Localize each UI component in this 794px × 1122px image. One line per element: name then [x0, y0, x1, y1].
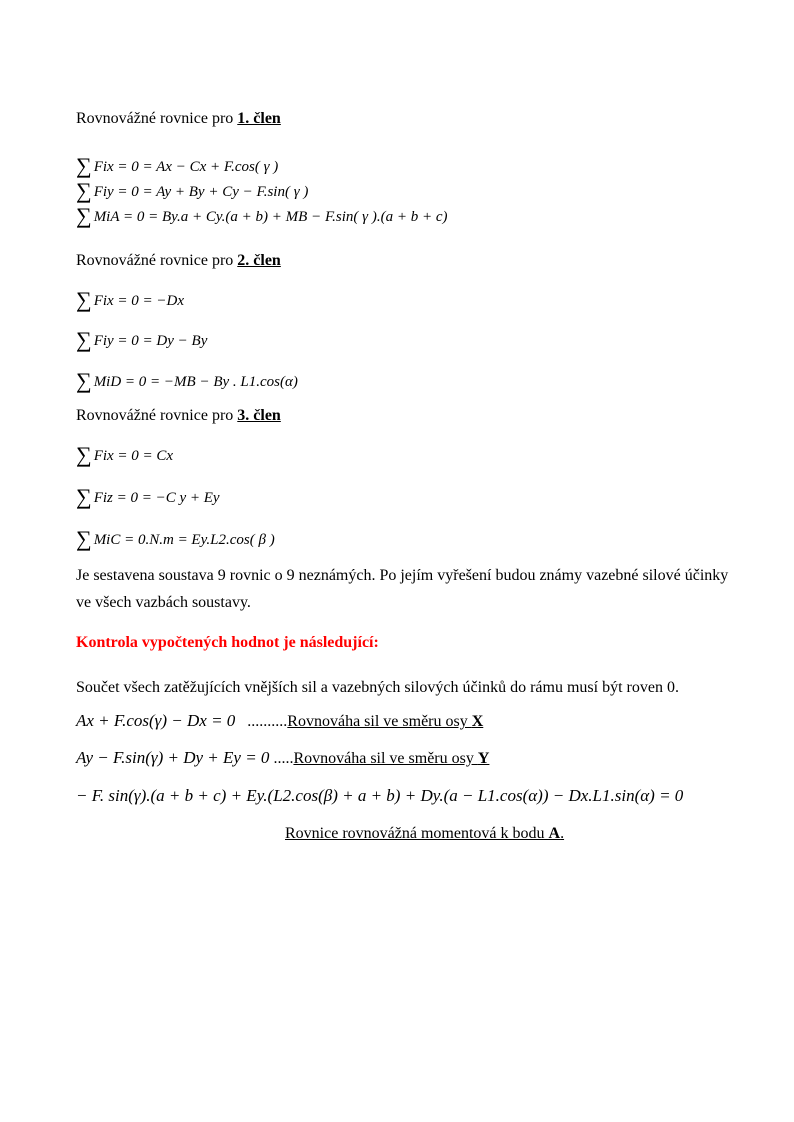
- check-y-axis: Y: [477, 750, 490, 767]
- equation-text: Fix = 0 = Ax − Cx + F.cos( γ ): [93, 159, 279, 175]
- equation-text: MiD = 0 = −MB − By . L1.cos(α): [93, 374, 298, 390]
- section2-equation-1: [76, 285, 184, 311]
- equation-text: Fiy = 0 = Dy − By: [93, 333, 208, 349]
- check-x-line: [76, 711, 483, 731]
- check-x-axis: X: [471, 713, 484, 730]
- section3-equation-3: [76, 524, 275, 550]
- sum-symbol: ∑: [76, 442, 92, 467]
- check-x-label-text: Rovnováha sil ve směru osy: [287, 713, 472, 730]
- section3-member-label: 3. člen: [237, 407, 281, 424]
- section1-member-label: 1. člen: [237, 110, 281, 127]
- section1-heading: [76, 110, 281, 128]
- check-moment-label-line: [285, 825, 564, 843]
- section3-heading: [76, 407, 281, 425]
- check-y-label: [293, 750, 489, 767]
- system-paragraph: [76, 562, 728, 616]
- check-moment-equation: − F. sin(γ).(a + b + c) + Ey.(L2.cos(β) + a + b) + Dy.(a − L1.cos(α)) − Dx.L1.sin(α) = 0: [76, 786, 684, 805]
- equation-text: Fiy = 0 = Ay + By + Cy − F.sin( γ ): [93, 184, 309, 200]
- equation-text: Fix = 0 = −Dx: [93, 293, 185, 309]
- check-moment-label-text: Rovnice rovnovážná momentová k bodu: [285, 825, 549, 842]
- check-moment-equation-line: [76, 786, 683, 806]
- section2-heading-text: Rovnovážné rovnice pro: [76, 252, 238, 269]
- sum-symbol: ∑: [76, 287, 92, 312]
- section3-heading-text: Rovnovážné rovnice pro: [76, 407, 238, 424]
- equation-text: MiC = 0.N.m = Ey.L2.cos( β ): [93, 532, 275, 548]
- sum-symbol: ∑: [76, 203, 92, 228]
- check-y-label-text: Rovnováha sil ve směru osy: [293, 750, 478, 767]
- check-x-label: [287, 713, 483, 730]
- section2-equation-2: [76, 325, 207, 351]
- check-y-dots: .....: [273, 750, 294, 767]
- section2-heading: [76, 252, 281, 270]
- check-moment-label: [285, 825, 564, 842]
- section1-equation-3: [76, 201, 447, 227]
- check-x-dots: ..........: [247, 713, 288, 730]
- equation-text: Fix = 0 = Cx: [93, 448, 174, 464]
- section1-equation-2: [76, 176, 308, 202]
- check-heading: Kontrola vypočtených hodnot je následující:: [76, 634, 379, 651]
- check-y-equation: Ay − F.sin(γ) + Dy + Ey = 0: [76, 748, 270, 767]
- sum-symbol: ∑: [76, 178, 92, 203]
- equation-text: Fiz = 0 = −C y + Ey: [93, 490, 220, 506]
- section3-equation-1: [76, 440, 173, 466]
- section3-equation-2: [76, 482, 220, 508]
- sum-symbol: ∑: [76, 484, 92, 509]
- sum-symbol: ∑: [76, 327, 92, 352]
- system-paragraph-line-1: Je sestavena soustava 9 rovnic o 9 neznámých. Po jejím vyřešení budou známy vazebné silové účinky: [76, 567, 729, 584]
- check-moment-point: A: [548, 825, 561, 842]
- check-y-line: [76, 748, 489, 768]
- sum-symbol: ∑: [76, 526, 92, 551]
- sum-symbol: ∑: [76, 153, 92, 178]
- check-moment-period: .: [560, 825, 565, 842]
- section2-equation-3: [76, 366, 298, 392]
- section2-member-label: 2. člen: [237, 252, 281, 269]
- equation-text: MiA = 0 = By.a + Cy.(a + b) + MB − F.sin( γ ).(a + b + c): [93, 209, 448, 225]
- section1-equation-1: [76, 151, 278, 177]
- section1-heading-text: Rovnovážné rovnice pro: [76, 110, 238, 127]
- check-intro: Součet všech zatěžujících vnějších sil a vazebných silových účinků do rámu musí být roven 0.: [76, 679, 679, 696]
- sum-symbol: ∑: [76, 368, 92, 393]
- check-x-equation: Ax + F.cos(γ) − Dx = 0: [76, 711, 236, 730]
- system-paragraph-line-2: ve všech vazbách soustavy.: [76, 594, 251, 611]
